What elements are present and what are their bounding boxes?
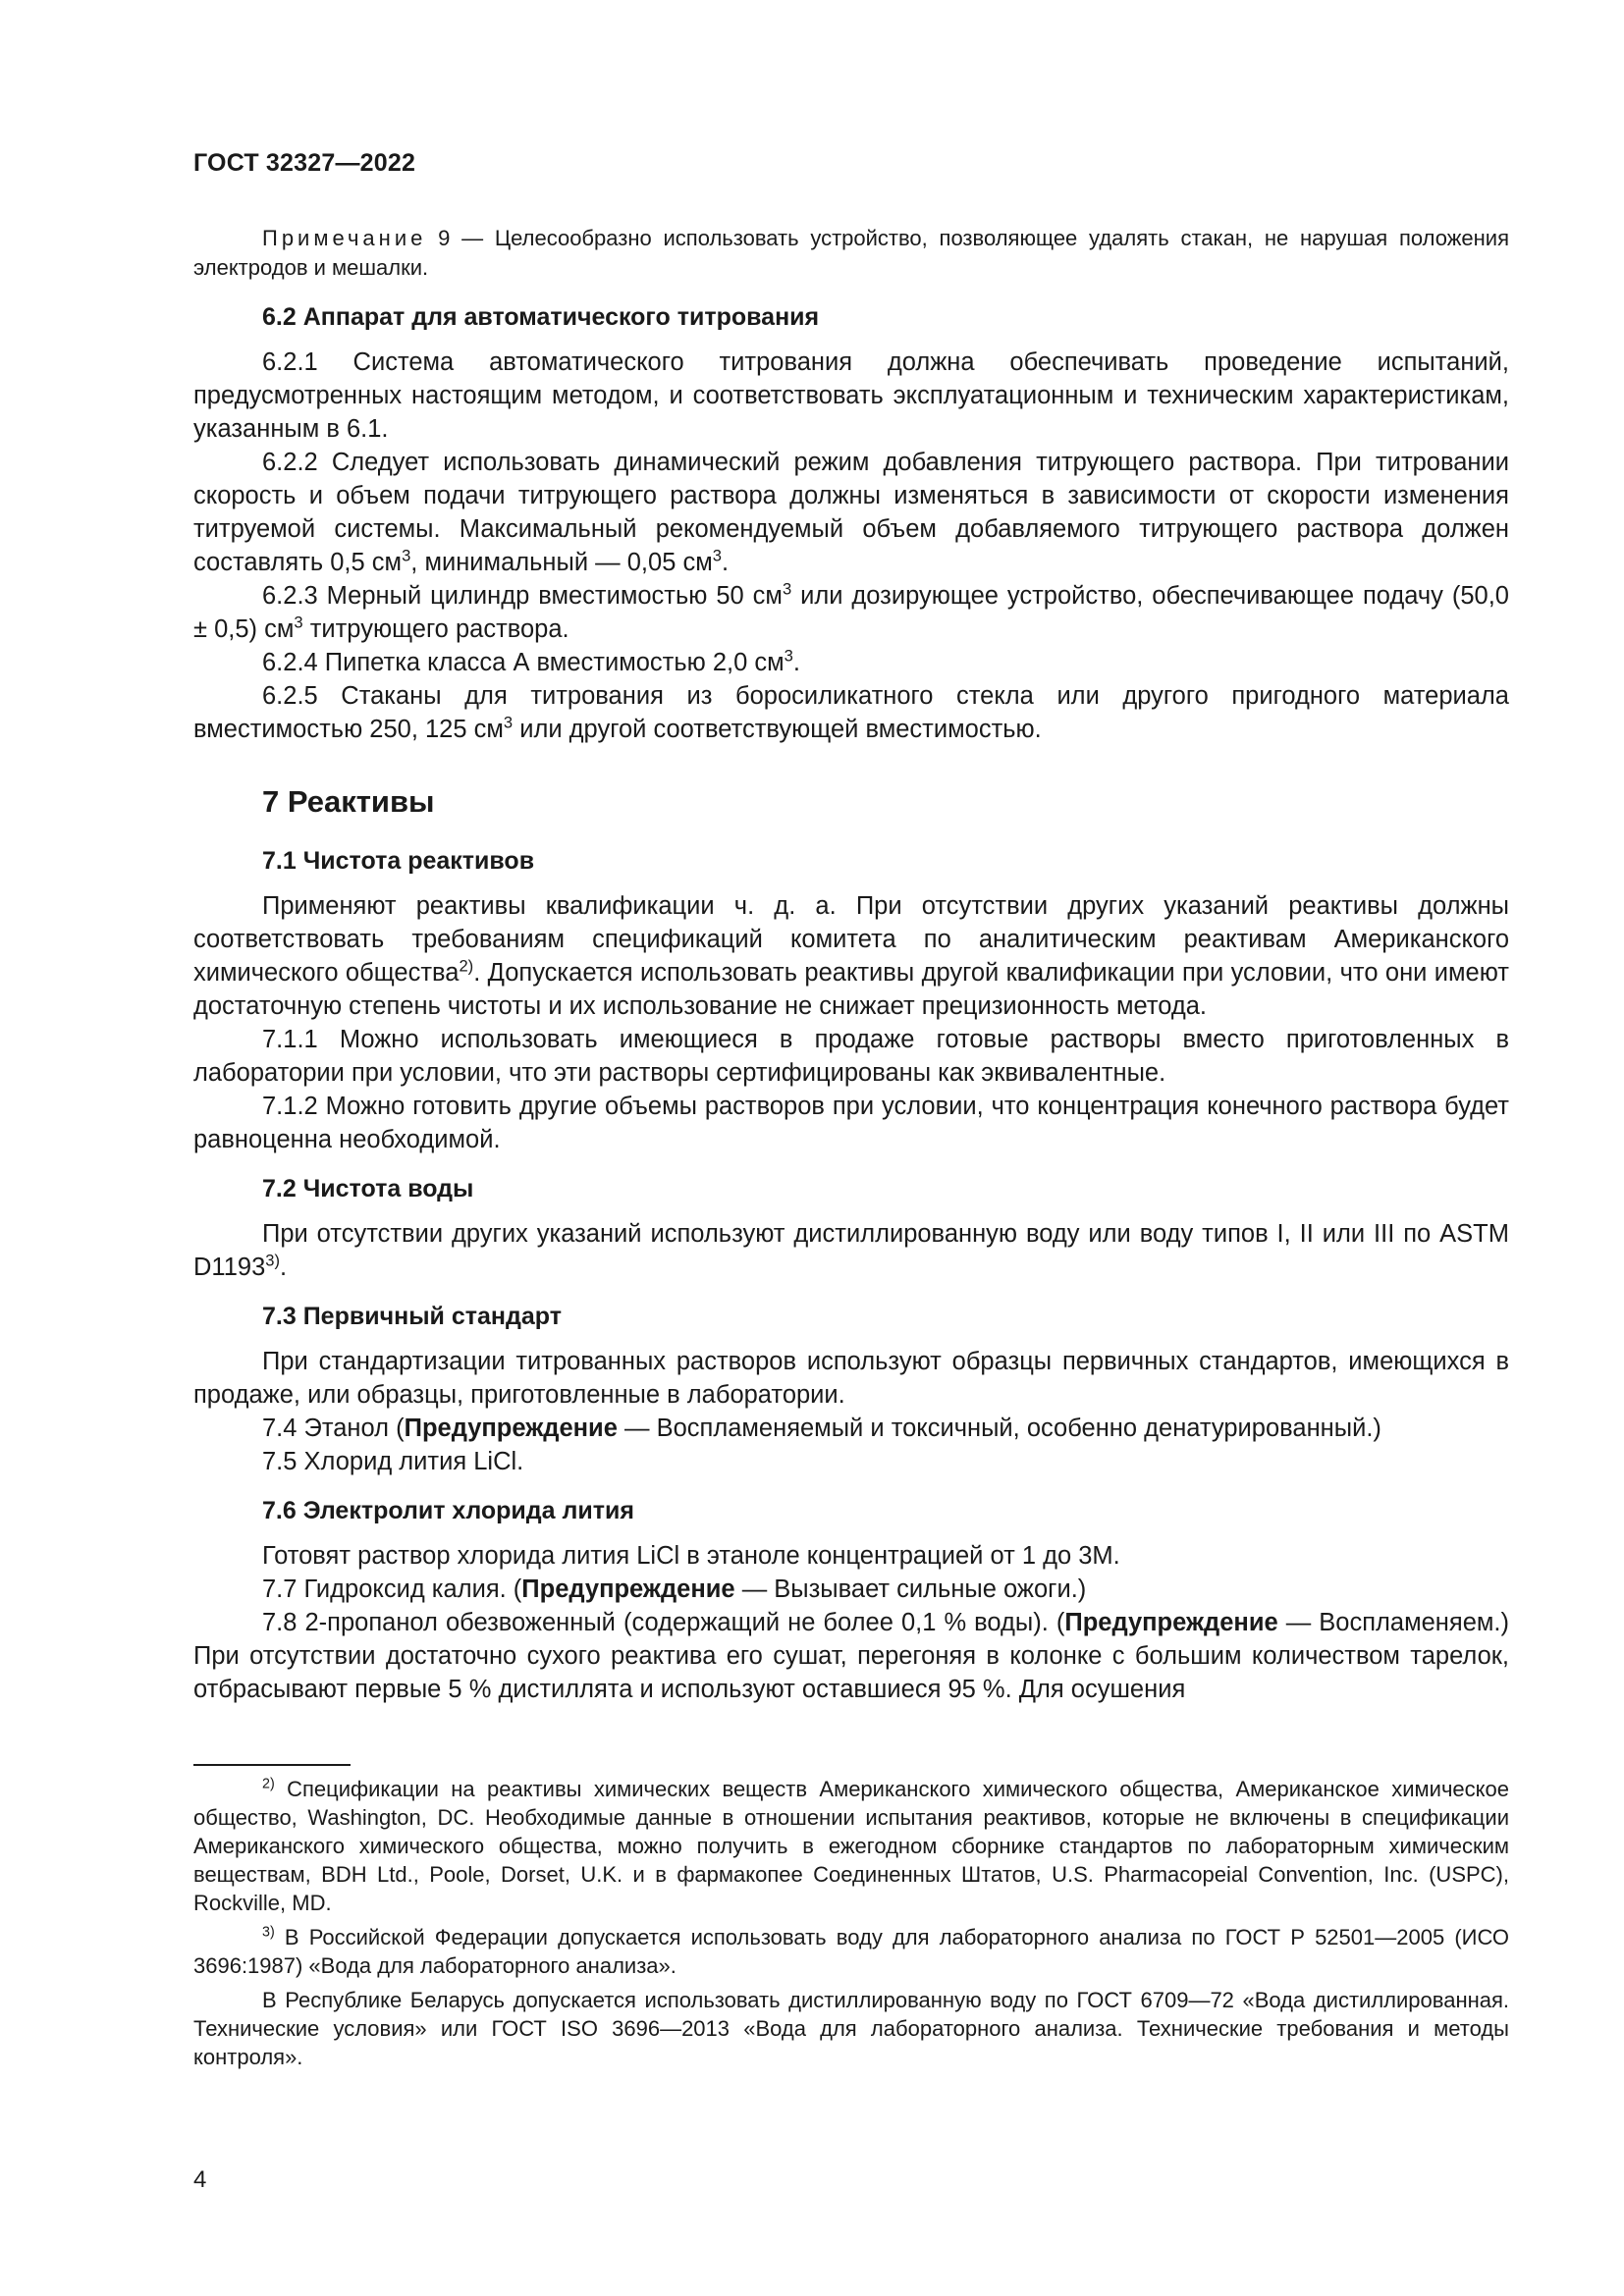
superscript: 3 xyxy=(402,546,411,565)
footnote-separator xyxy=(193,1764,351,1766)
footnote-2 xyxy=(193,1775,1509,1917)
superscript: 3 xyxy=(782,579,792,599)
para-6-2-3-text-a: 6.2.3 Мерный цилиндр вместимостью 50 см xyxy=(262,582,783,610)
para-6-2-4-text-a: 6.2.4 Пипетка класса А вместимостью 2,0 см xyxy=(262,649,785,676)
footnote-2-text: Спецификации на реактивы химических веществ Американского химического общества, Американское химическое общество, Washington, DC. Необходимые данные в отношении испытания реактивов, которые не включены в спецификации Американского химического общества, можно получить в ежегодном сборнике стандартов по лабораторным химическим веществам, BDH Ltd., Poole, Dorset, U.K. и в фармакопее Соединенных Штатов, U.S. Pharmacopeial Convention, Inc. (USPC), Rockville, MD. xyxy=(193,1777,1509,1915)
warning-label: Предупреждение xyxy=(404,1415,618,1442)
para-6-2-2-text-b: , минимальный — 0,05 см xyxy=(410,549,713,576)
para-7-3: При стандартизации титрованных растворов используют образцы первичных стандартов, имеющихся в продаже, или образцы, приготовленные в лаборатории. xyxy=(193,1348,1509,1409)
para-6-2-3-text-b: или дозирующее устройство, обеспечивающее подачу (50,0 ± 0,5) см xyxy=(193,582,1509,643)
para-6-2-5-text-b: или другой соответствующей вместимостью. xyxy=(513,716,1042,743)
para-7-8-text-a: 7.8 2-пропанол обезвоженный (содержащий не более 0,1 % воды). ( xyxy=(262,1609,1065,1636)
para-6-2-3-text-c: титрующего раствора. xyxy=(302,615,569,643)
footnote-3-text: В Российской Федерации допускается использовать воду для лабораторного анализа по ГОСТ Р 52501—2005 (ИСО 3696:1987) «Вода для лабораторного анализа». xyxy=(193,1925,1509,1978)
para-7-8 xyxy=(193,1606,1509,1706)
warning-label: Предупреждение xyxy=(1064,1609,1278,1636)
para-6-2-3 xyxy=(193,579,1509,646)
para-7-4-text-a: 7.4 Этанол ( xyxy=(262,1415,405,1442)
footnotes xyxy=(193,1775,1509,2071)
superscript: 3 xyxy=(784,646,793,666)
note-label: Примечание xyxy=(262,226,427,250)
superscript: 3 xyxy=(503,713,514,732)
para-7-6: Готовят раствор хлорида лития LiCl в этаноле концентрацией от 1 до 3М. xyxy=(262,1542,1120,1570)
para-7-1-2: 7.1.2 Можно готовить другие объемы растворов при условии, что концентрация конечного раствора будет равноценна необходимой. xyxy=(193,1093,1509,1153)
footnote-ref-2: 2) xyxy=(459,956,474,976)
main-content xyxy=(193,224,1509,1706)
section-6-2-title: 6.2 Аппарат для автоматического титрования xyxy=(262,303,820,331)
para-7-4 xyxy=(193,1412,1509,1445)
section-7-2-title: 7.2 Чистота воды xyxy=(262,1175,474,1202)
warning-label: Предупреждение xyxy=(521,1575,735,1603)
para-7-4-text-b: — Воспламеняемый и токсичный, особенно денатурированный.) xyxy=(617,1415,1381,1442)
para-7-7 xyxy=(193,1573,1509,1606)
section-7-1-title: 7.1 Чистота реактивов xyxy=(262,847,535,875)
para-6-2-5-text-a: 6.2.5 Стаканы для титрования из боросиликатного стекла или другого пригодного материала вместимостью 250, 125 см xyxy=(193,682,1509,743)
para-7-7-text-b: — Вызывает сильные ожоги.) xyxy=(734,1575,1087,1603)
page-number: 4 xyxy=(193,2166,207,2193)
footnote-3-belarus: В Республике Беларусь допускается использовать дистиллированную воду по ГОСТ 6709—72 «Вода дистиллированная. Технические условия» или ГОСТ ISO 3696—2013 «Вода для лабораторного анализа. Технические требования и методы контроля». xyxy=(193,1988,1509,2069)
para-6-2-2-text-a: 6.2.2 Следует использовать динамический режим добавления титрующего раствора. При титровании скорость и объем подачи титрующего раствора должны изменяться в зависимости от скорости изменения титруемой системы. Максимальный рекомендуемый объем добавляемого титрующего раствора должен составлять 0,5 см xyxy=(193,449,1509,576)
footnote-mark-3: 3) xyxy=(262,1924,275,1941)
para-6-2-5 xyxy=(193,679,1509,746)
para-6-2-1: 6.2.1 Система автоматического титрования должна обеспечивать проведение испытаний, предусмотренных настоящим методом, и соответствовать эксплуатационным и техническим характеристикам, указанным в 6.1. xyxy=(193,348,1509,443)
footnote-mark-2: 2) xyxy=(262,1776,275,1792)
footnote-ref-3: 3) xyxy=(265,1251,280,1270)
para-6-2-4-text-b: . xyxy=(792,649,800,676)
para-6-2-2 xyxy=(193,446,1509,579)
para-7-1 xyxy=(193,889,1509,1023)
para-7-7-text-a: 7.7 Гидроксид калия. ( xyxy=(262,1575,522,1603)
superscript: 3 xyxy=(294,613,303,632)
para-6-2-2-text-c: . xyxy=(721,549,730,576)
footnote-3 xyxy=(193,1923,1509,1980)
para-7-2 xyxy=(193,1217,1509,1284)
note-9 xyxy=(193,224,1509,283)
section-7-3-title: 7.3 Первичный стандарт xyxy=(262,1303,562,1330)
para-7-1-text-a: Применяют реактивы квалификации ч. д. а. При отсутствии других указаний реактивы должны соответствовать требованиям спецификаций комитета по аналитическим реактивам Американского химического общества xyxy=(193,892,1509,987)
section-7-6-title: 7.6 Электролит хлорида лития xyxy=(262,1497,634,1524)
section-7-title: 7 Реактивы xyxy=(262,784,435,819)
para-7-1-1: 7.1.1 Можно использовать имеющиеся в продаже готовые растворы вместо приготовленных в лаборатории при условии, что эти растворы сертифицированы как эквивалентные. xyxy=(193,1026,1509,1087)
para-7-2-text-b: . xyxy=(280,1254,288,1281)
para-7-1-text-b: . Допускается использовать реактивы другой квалификации при условии, что они имеют достаточную степень чистоты и их использование не снижает прецизионность метода. xyxy=(193,959,1509,1020)
para-7-5: 7.5 Хлорид лития LiCl. xyxy=(262,1448,524,1475)
superscript: 3 xyxy=(712,546,722,565)
para-6-2-4 xyxy=(193,646,1509,679)
para-7-8-text-b: — Воспламеняем.) При отсутствии достаточно сухого реактива его сушат, перегоняя в колонке с большим количеством тарелок, отбрасывают первые 5 % дистиллята и используют оставшиеся 95 %. Для осушения xyxy=(193,1609,1509,1703)
document-header: ГОСТ 32327—2022 xyxy=(193,149,416,177)
note-text: 9 — Целесообразно использовать устройство, позволяющее удалять стакан, не нарушая положения электродов и мешалки. xyxy=(193,226,1509,280)
para-7-2-text-a: При отсутствии других указаний используют дистиллированную воду или воду типов I, II или III по ASTM D1193 xyxy=(193,1220,1509,1281)
